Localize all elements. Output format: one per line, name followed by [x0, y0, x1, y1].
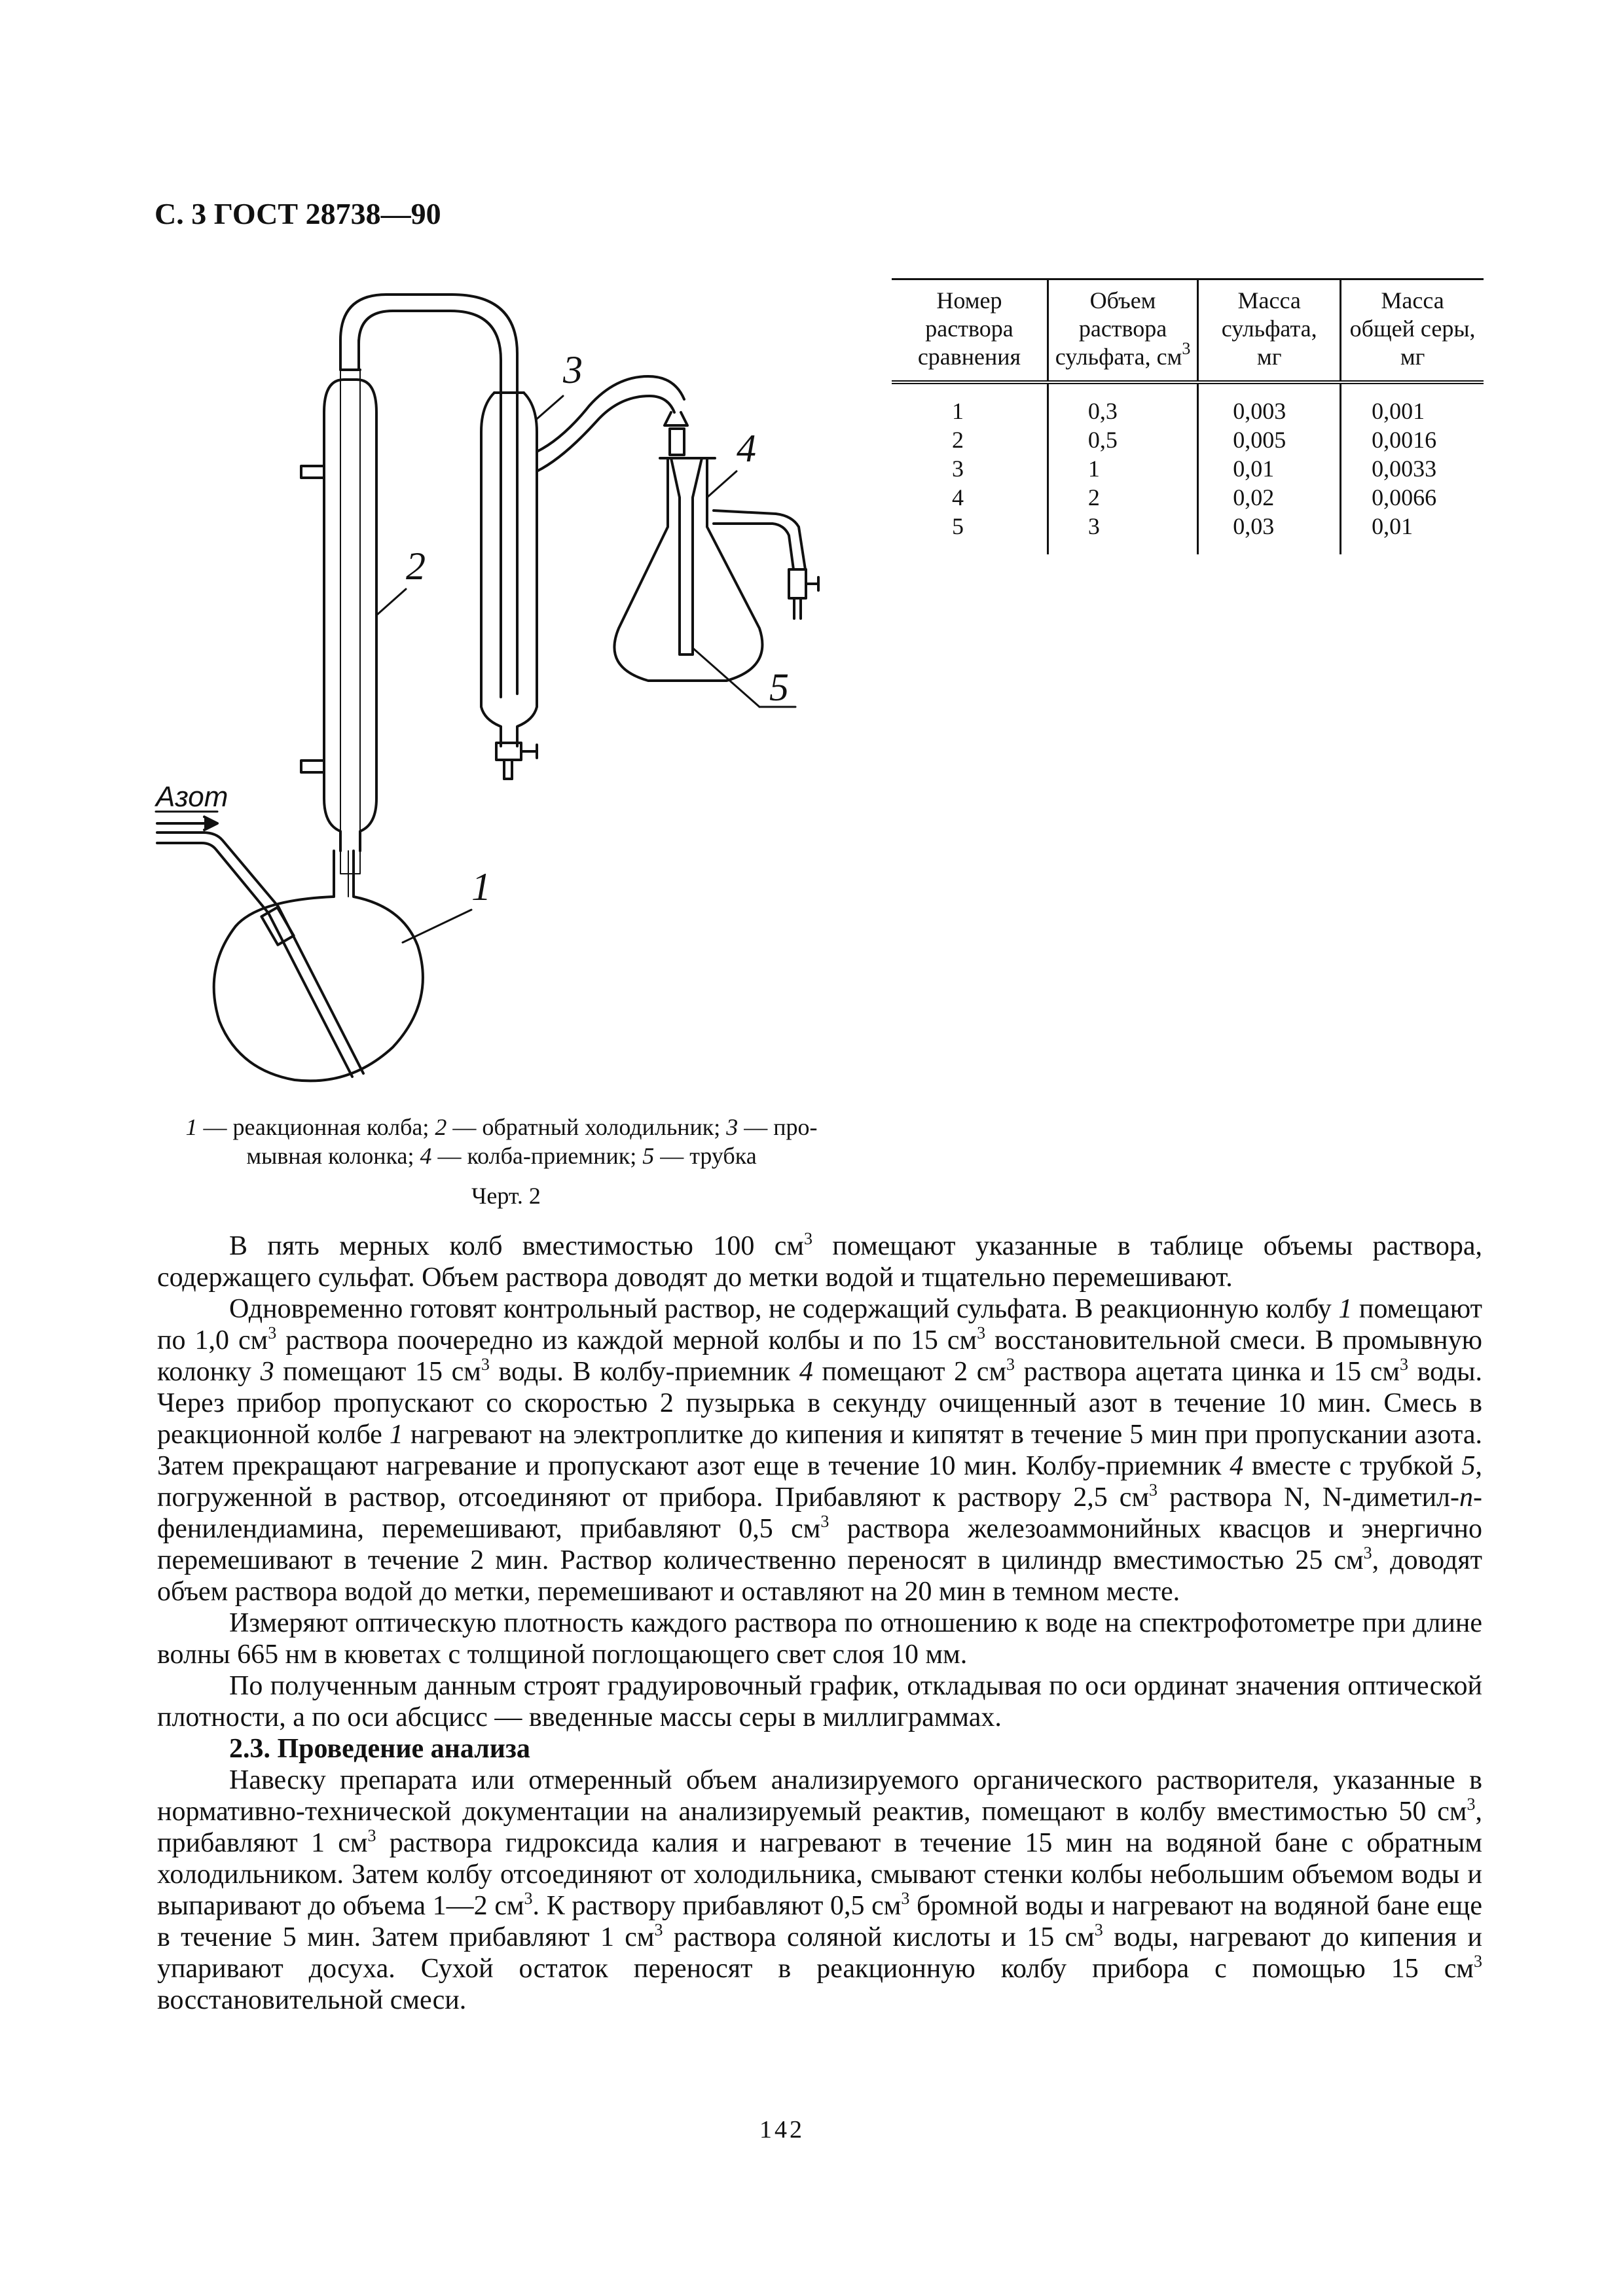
paragraph: Одновременно готовят контрольный раствор, не содержащий сульфата. В реакционную колбу 1 помещают по 1,0 $см^3$ раствора поочередно из каждой мерной колбы и по 15 $см^3$ восстановительной смеси. В промывную колонку 3 помещают 15 $см^3$ воды. В колбу-приемник 4 помещают 2 $см^3$ раствора ацетата цинка и 15 $см^3$ воды. Через прибор пропускают со скоростью 2 пузырька в секунду очищенный азот в течение 10 мин. Смесь в реакционной колбе 1 нагревают на электроплитке до кипения и кипятят в течение 5 мин при пропускании азота. Затем прекращают нагревание и пропускают азот еще в течение 10 мин. Колбу-приемник 4 вместе с трубкой 5, погруженной в раствор, отсоединяют от прибора. Прибавляют к раствору 2,5 $см^3$ раствора N, N-диметил-n-фенилендиамина, перемешивают, прибавляют 0,5 $см^3$ раствора железоаммонийных квасцов и энергично перемешивают в течение 2 мин. Раствор количественно переносят в цилиндр вместимостью 25 $см^3$, доводят объем раствора водой до метки, перемешивают и оставляют на 20 мин в темном месте. [157, 1294, 1483, 1607]
col-header-sulfate-volume: Объем раствора сульфата, $см^3$ [1048, 279, 1197, 383]
paragraph: В пять мерных колб вместимостью 100 $см^3$ помещают указанные в таблице объемы раствора, содержащего сульфат. Объем раствора доводят до метки водой и тщательно перемешивают. [157, 1229, 1482, 1293]
figure-caption: 1 — реакционная колба; 2 — обратный холодильник; 3 — про- мывная колонка; 4 — колба-приемник; 5 — трубка [185, 1114, 818, 1169]
paragraph: Измеряют оптическую плотность каждого раствора по отношению к воде на спектрофотометре при длине волны 665 нм в кюветах с толщиной поглощающего свет слоя 10 мм. [157, 1608, 1482, 1670]
paragraph: Навеску препарата или отмеренный объем анализируемого органического растворителя, указанные в нормативно-технической документации на анализируемый реактив, помещают в колбу вместимостью 50 $см^3$, прибавляют 1 $см^3$ раствора гидроксида калия и нагревают в течение 15 мин на водяной бане с обратным холодильником. Затем колбу отсоединяют от холодильника, смывают стенки колбы небольшим объемом воды и выпаривают до объема 1—2 $см^3$. К раствору прибавляют 0,5 $см^3$ бромной воды и нагревают на водяной бане еще в течение 5 мин. Затем прибавляют 1 $см^3$ раствора соляной кислоты и 15 $см^3$ воды, нагревают до кипения и упаривают досуха. Сухой остаток переносят в реакционную колбу прибора с помощью 15 $см^3$ восстановительной смеси. [157, 1765, 1482, 2015]
label-1: 1 [471, 865, 491, 908]
table-row: 3 1 0,01 0,0033 [892, 455, 1484, 484]
azot-label: Азот [156, 781, 228, 813]
immersion-tube [671, 458, 702, 655]
label-3: 3 [563, 348, 583, 391]
connecting-tube [340, 295, 517, 697]
receiver-flask [614, 458, 818, 681]
page-number: 142 [759, 2116, 805, 2144]
col-header-sulfur-mass: Масса общей серы, мг [1341, 279, 1484, 383]
apparatus-diagram [144, 262, 877, 1106]
col-header-solution-number: Номер раствора сравнения [892, 279, 1048, 383]
reference-solutions-table [892, 278, 1484, 554]
page-header: С. 3 ГОСТ 28738—90 [155, 197, 441, 230]
label-2: 2 [406, 545, 426, 588]
washing-column [481, 393, 537, 779]
nitrogen-inlet-tube [157, 833, 363, 1077]
figure-label: Черт. 2 [471, 1183, 541, 1209]
label-4: 4 [737, 427, 756, 470]
table-row: 4 2 0,02 0,0066 [892, 484, 1484, 512]
table-row: 1 0,3 0,003 0,001 [892, 382, 1484, 426]
nitrogen-arrow [157, 817, 217, 830]
reflux-condenser [301, 340, 376, 874]
body-text [157, 1230, 1482, 2016]
table-header-row [892, 279, 1484, 383]
paragraph: По полученным данным строят градуировочный график, откладывая по оси ординат значения оптической плотности, а по оси абсцисс — введенные массы серы в миллиграммах. [157, 1671, 1482, 1732]
section-heading: 2.3. Проведение анализа [229, 1734, 530, 1764]
col-header-sulfate-mass: Масса сульфата, мг [1198, 279, 1341, 383]
table-row: 2 0,5 0,005 0,0016 [892, 426, 1484, 455]
label-5: 5 [769, 666, 789, 709]
table-row: 5 3 0,03 0,01 [892, 512, 1484, 554]
